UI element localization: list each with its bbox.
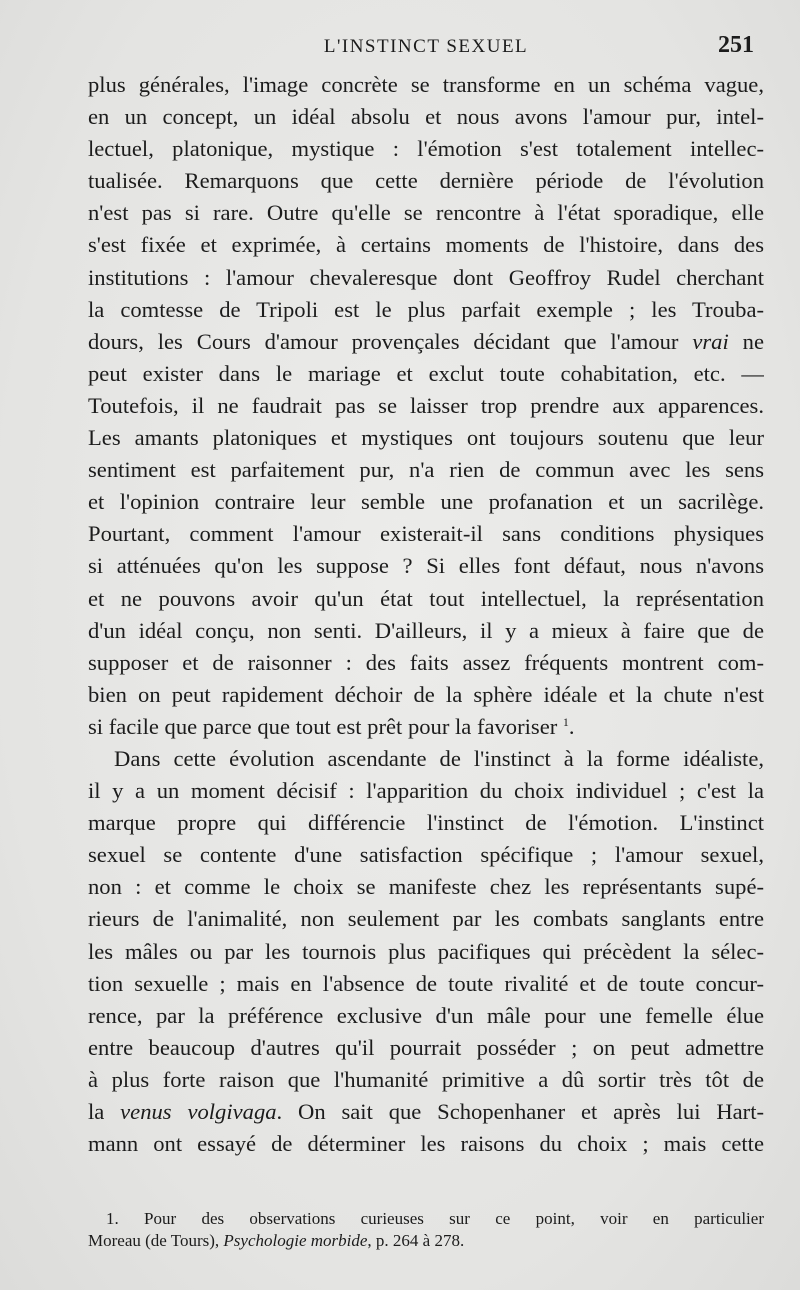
- text-line: supposer et de raisonner : des faits assez fréquents montrent com-: [88, 649, 764, 675]
- text-segment: Moreau (de Tours),: [88, 1231, 224, 1250]
- text-line: Dans cette évolution ascendante de l'instinct à la forme idéaliste,: [114, 745, 764, 771]
- running-title: [88, 36, 764, 58]
- text-segment: . On sait que Schopenhaner et après lui Hart-: [276, 1099, 764, 1124]
- text-line: entre beaucoup d'autres qu'il pourrait posséder ; on peut admettre: [88, 1034, 764, 1060]
- running-title-text: L'INSTINCT SEXUEL: [323, 36, 529, 57]
- text-line: il y a un moment décisif : l'apparition du choix individuel ; c'est la: [88, 778, 764, 804]
- text-line: peut exister dans le mariage et exclut toute cohabitation, etc. —: [88, 360, 764, 386]
- text-line: en un concept, un idéal absolu et nous avons l'amour pur, intel-: [88, 104, 764, 130]
- text-line: tualisée. Remarquons que cette dernière période de l'évolution: [88, 168, 764, 194]
- text-line: Les amants platoniques et mystiques ont toujours soutenu que leur: [88, 425, 764, 451]
- text-line: institutions : l'amour chevaleresque dont Geoffroy Rudel cherchant: [88, 264, 764, 290]
- text-line: mann ont essayé de déterminer les raisons du choix ; mais cette: [88, 1131, 764, 1157]
- text-line: s'est fixée et exprimée, à certains moments de l'histoire, dans des: [88, 232, 764, 258]
- text-segment: ne: [728, 328, 764, 354]
- italic-title: Psychologie morbide: [223, 1231, 368, 1250]
- text-line: [88, 1096, 764, 1128]
- text-line: à plus forte raison que l'humanité primitive a dû sortir très tôt de: [88, 1066, 764, 1092]
- text-line: marque propre qui différencie l'instinct de l'émotion. L'instinct: [88, 810, 764, 836]
- text-line: et ne pouvons avoir qu'un état tout intellectuel, la représentation: [88, 585, 764, 611]
- italic-word: vrai: [692, 328, 729, 354]
- text-segment: la: [88, 1099, 105, 1124]
- body-text: [88, 69, 764, 1160]
- text-line: sentiment est parfaitement pur, n'a rien de commun avec les sens: [88, 457, 764, 483]
- text-line: n'est pas si rare. Outre qu'elle se rencontre à l'état sporadique, elle: [88, 200, 764, 226]
- page-header: [88, 32, 764, 64]
- text-line: Toutefois, il ne faudrait pas se laisser trop prendre aux apparences.: [88, 392, 764, 418]
- text-line: rieurs de l'animalité, non seulement par les combats sanglants entre: [88, 906, 764, 932]
- text-segment: si facile que parce que tout est prêt pour la favoriser: [88, 713, 558, 739]
- text-line: plus générales, l'image concrète se transforme en un schéma vague,: [88, 72, 764, 97]
- text-line: [88, 711, 764, 743]
- italic-phrase: venus volgivaga: [120, 1099, 277, 1124]
- text-line: [88, 326, 764, 358]
- text-line: lectuel, platonique, mystique : l'émotion s'est totalement intellec-: [88, 136, 764, 162]
- text-line: non : et comme le choix se manifeste chez les représentants supé-: [88, 874, 764, 900]
- text-segment: , p. 264 à 278.: [367, 1231, 465, 1250]
- text-line: tion sexuelle ; mais en l'absence de toute rivalité et de toute concur-: [88, 970, 764, 996]
- text-segment: .: [568, 713, 575, 739]
- footnote-line: [88, 1230, 764, 1252]
- text-line: rence, par la préférence exclusive d'un mâle pour une femelle élue: [88, 1002, 764, 1028]
- text-segment: dours, les Cours d'amour provençales décidant que l'amour: [88, 328, 679, 354]
- footnotes: [88, 1208, 764, 1252]
- footnote-reference[interactable]: 1: [562, 714, 569, 729]
- text-line: la comtesse de Tripoli est le plus parfait exemple ; les Trouba-: [88, 296, 764, 322]
- text-line: Pourtant, comment l'amour existerait-il sans conditions physiques: [88, 521, 764, 547]
- text-line: d'un idéal conçu, non senti. D'ailleurs, il y a mieux à faire que de: [88, 617, 764, 643]
- text-line: si atténuées qu'on les suppose ? Si elles font défaut, nous n'avons: [88, 553, 764, 579]
- page-number: 251: [718, 32, 754, 58]
- footnote-line: 1. Pour des observations curieuses sur ce point, voir en particulier: [106, 1209, 764, 1228]
- text-line: sexuel se contente d'une satisfaction spécifique ; l'amour sexuel,: [88, 842, 764, 868]
- text-line: et l'opinion contraire leur semble une profanation et un sacrilège.: [88, 489, 764, 515]
- text-line: les mâles ou par les tournois plus pacifiques qui précèdent la sélec-: [88, 938, 764, 964]
- text-line: bien on peut rapidement déchoir de la sphère idéale et la chute n'est: [88, 681, 764, 707]
